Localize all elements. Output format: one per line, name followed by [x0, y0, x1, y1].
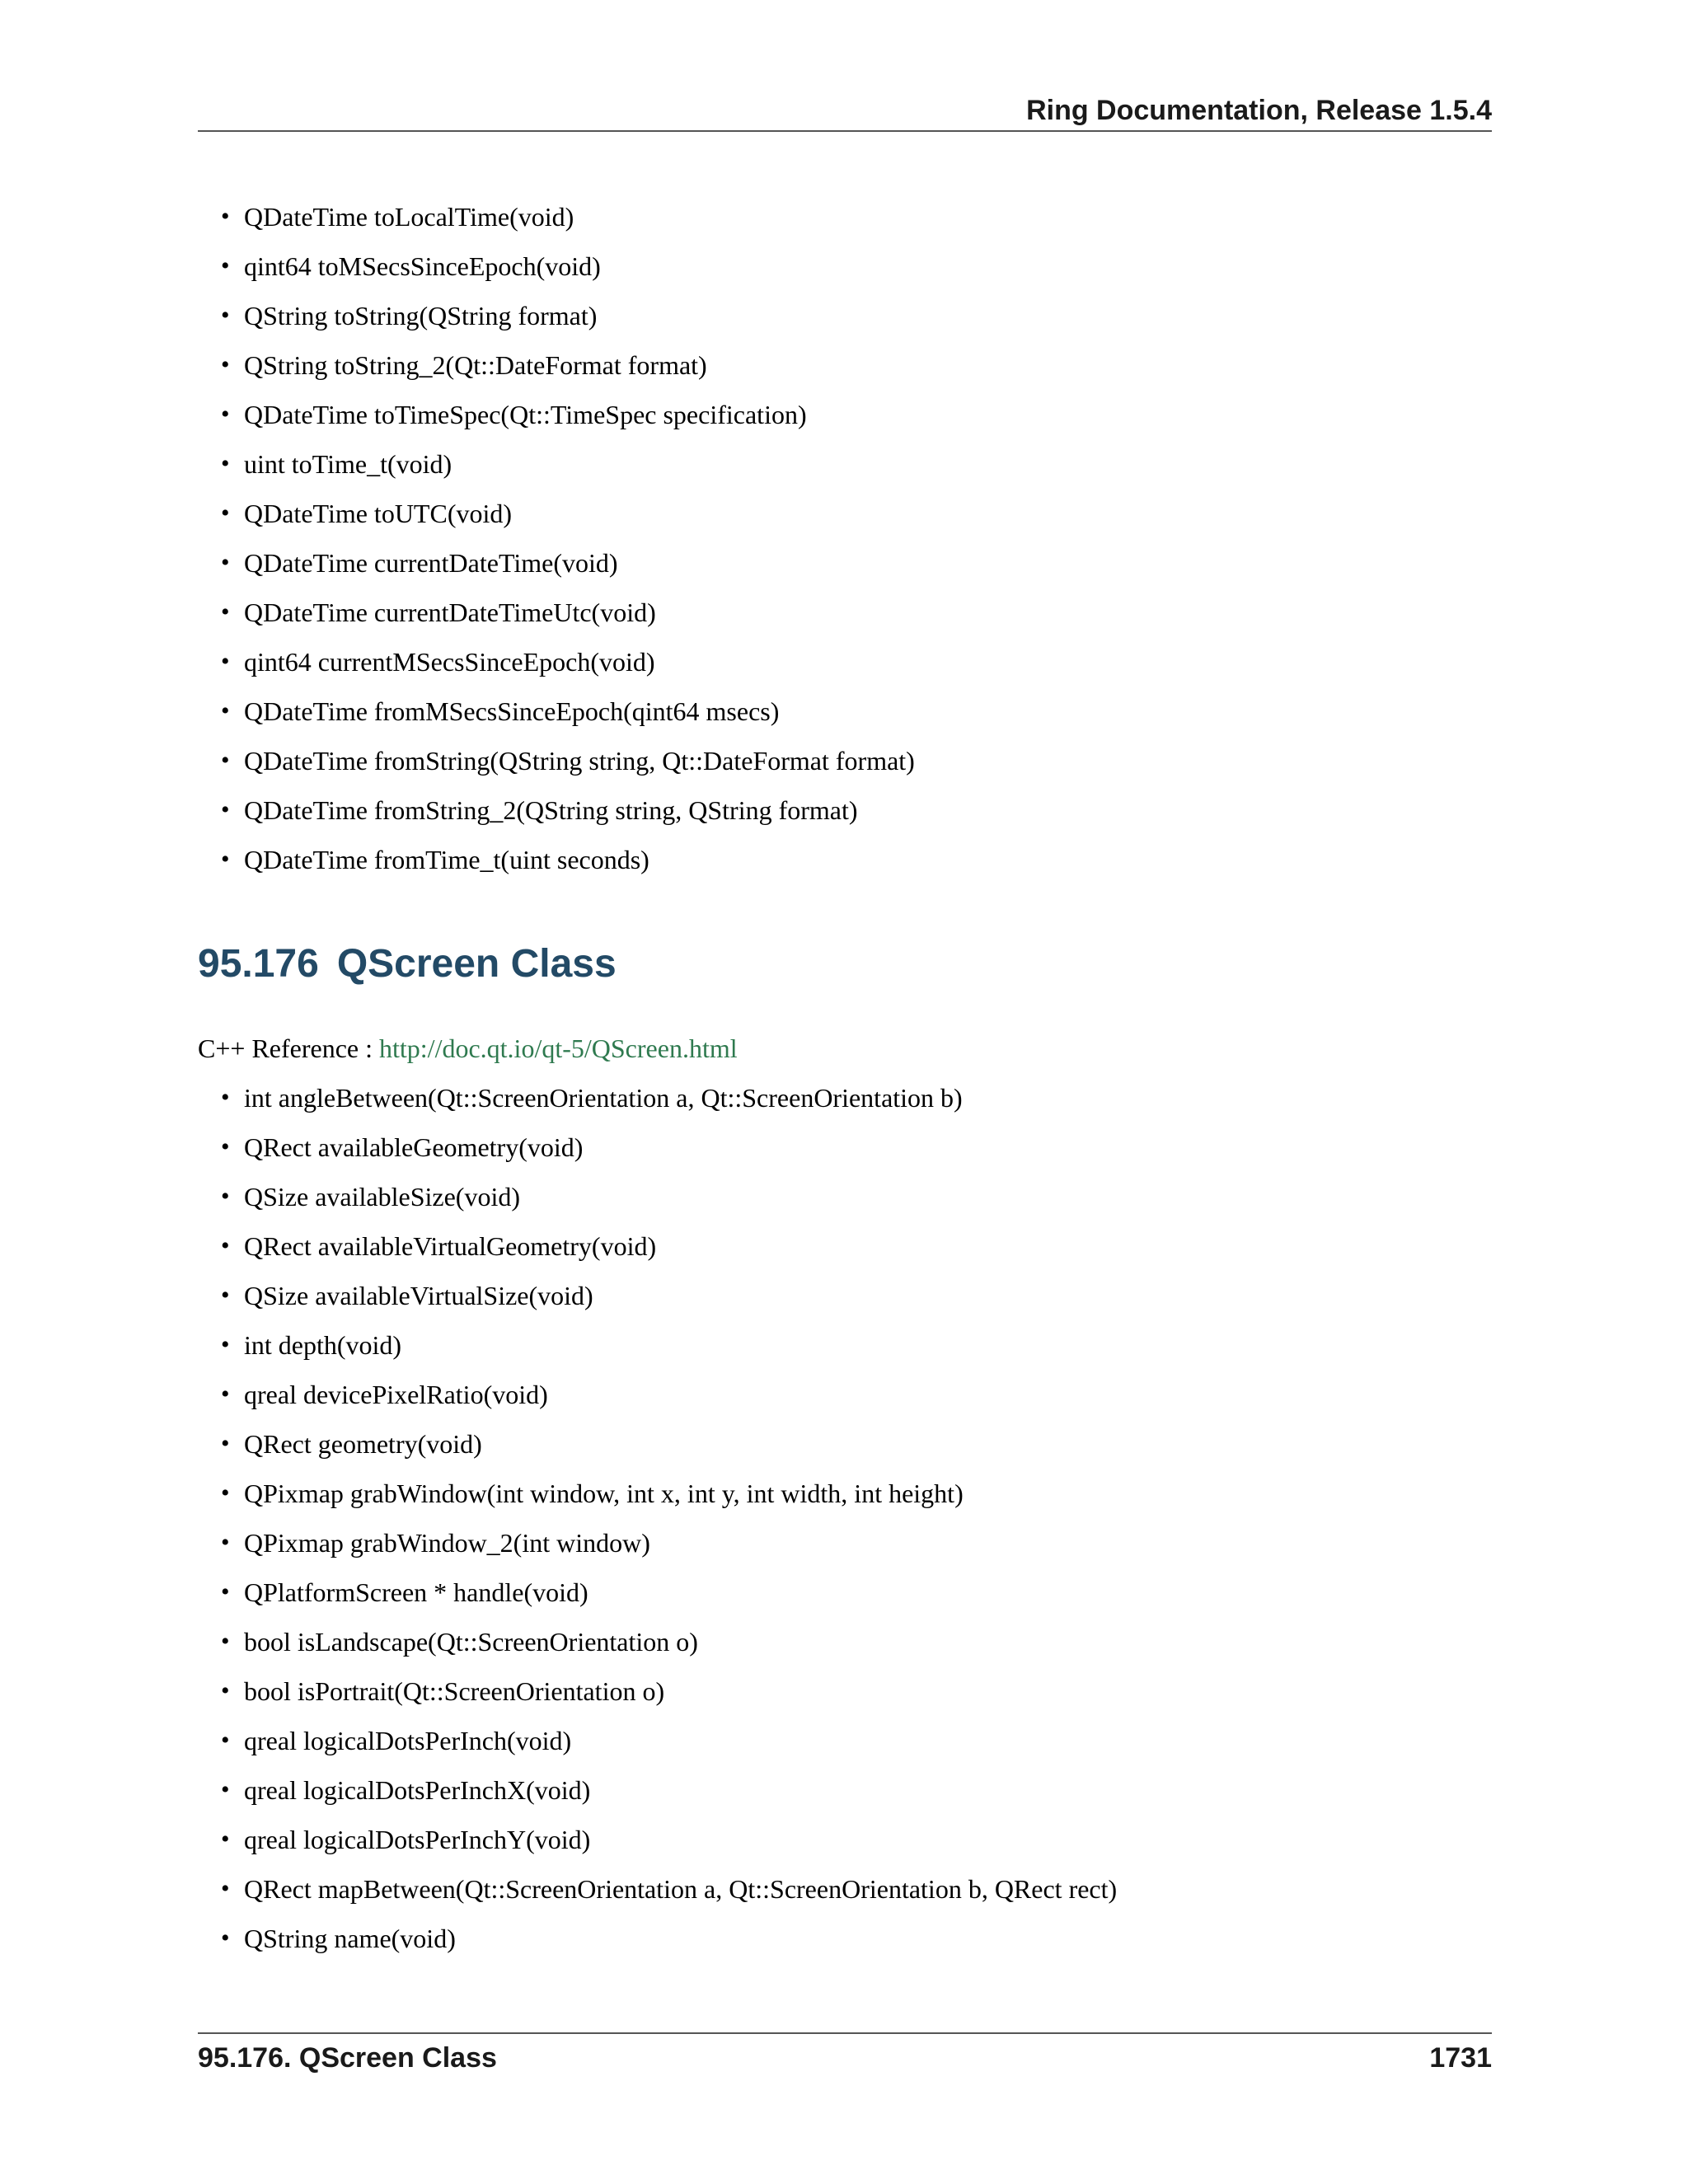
list-item — [221, 340, 915, 390]
list-item — [221, 1370, 1117, 1419]
bullet-icon: • — [221, 302, 230, 329]
bullet-icon: • — [221, 1133, 230, 1160]
reference-label: C++ Reference : — [198, 1033, 379, 1063]
method-list-qdatetime — [221, 192, 915, 884]
header-title: Ring Documentation, Release 1.5.4 — [1026, 95, 1492, 126]
bullet-icon: • — [221, 1875, 230, 1902]
bullet-icon: • — [221, 1578, 230, 1605]
list-item-text: qreal devicePixelRatio(void) — [244, 1380, 548, 1409]
list-item-text: qint64 toMSecsSinceEpoch(void) — [244, 251, 601, 281]
bullet-icon: • — [221, 1479, 230, 1507]
bullet-icon: • — [221, 499, 230, 527]
bullet-icon: • — [221, 1776, 230, 1803]
bullet-icon: • — [221, 1084, 230, 1111]
list-item — [221, 1419, 1117, 1469]
document-page — [198, 0, 1492, 2184]
bullet-icon: • — [221, 1282, 230, 1309]
list-item-text: QString toString(QString format) — [244, 301, 598, 330]
list-item — [221, 241, 915, 291]
list-item-text: QPlatformScreen * handle(void) — [244, 1577, 588, 1607]
section-title: QScreen Class — [336, 942, 617, 986]
list-item — [221, 1320, 1117, 1370]
list-item-text: int angleBetween(Qt::ScreenOrientation a, Qt::ScreenOrientation b) — [244, 1083, 963, 1113]
list-item — [221, 1864, 1118, 1914]
list-item — [221, 1271, 1117, 1320]
list-item-text: QDateTime fromString(QString string, Qt::DateFormat format) — [244, 746, 915, 776]
bullet-icon: • — [221, 846, 230, 873]
bullet-icon: • — [221, 401, 230, 428]
list-item — [221, 1666, 1117, 1716]
list-item-text: QDateTime fromTime_t(uint seconds) — [244, 845, 649, 874]
footer-page-number: 1731 — [1429, 2042, 1492, 2074]
bullet-icon: • — [221, 648, 230, 675]
list-item-text: QDateTime toUTC(void) — [244, 499, 513, 528]
list-item — [221, 588, 915, 637]
list-item-text: QRect availableGeometry(void) — [244, 1132, 584, 1162]
list-item — [221, 489, 915, 538]
list-item — [221, 1716, 1117, 1765]
bullet-icon: • — [221, 1331, 230, 1358]
list-item — [221, 785, 915, 835]
list-item-text: QDateTime fromString_2(QString string, QString format) — [244, 795, 858, 825]
bullet-icon: • — [221, 598, 230, 626]
list-item-text: QRect availableVirtualGeometry(void) — [244, 1231, 657, 1261]
bullet-icon: • — [221, 1677, 230, 1704]
list-item — [221, 291, 915, 340]
list-item — [221, 1815, 1117, 1864]
list-item-text: QPixmap grabWindow_2(int window) — [244, 1528, 650, 1558]
list-item-text: QDateTime fromMSecsSinceEpoch(qint64 msecs) — [244, 696, 780, 726]
list-item-text: qreal logicalDotsPerInchY(void) — [244, 1825, 591, 1854]
reference-link[interactable]: http://doc.qt.io/qt-5/QScreen.html — [379, 1033, 738, 1063]
list-item-text: QString name(void) — [244, 1924, 456, 1953]
list-item — [221, 687, 915, 736]
bullet-icon: • — [221, 1924, 230, 1952]
bullet-icon: • — [221, 1628, 230, 1655]
list-item — [221, 1617, 1117, 1666]
footer-section-label: 95.176. QScreen Class — [198, 2042, 497, 2074]
list-item — [221, 1568, 1117, 1617]
list-item — [221, 538, 915, 588]
list-item — [221, 1518, 1117, 1568]
list-item — [221, 835, 915, 884]
list-item — [221, 1765, 1117, 1815]
bullet-icon: • — [221, 549, 230, 576]
running-footer — [198, 2032, 1492, 2082]
list-item — [221, 1172, 1117, 1221]
bullet-icon: • — [221, 351, 230, 378]
list-item-text: QDateTime toTimeSpec(Qt::TimeSpec specification) — [244, 400, 807, 429]
section-heading — [198, 935, 617, 993]
list-item — [221, 1073, 1117, 1122]
cpp-reference — [198, 1024, 738, 1073]
list-item-text: QSize availableSize(void) — [244, 1182, 520, 1212]
list-item — [221, 1122, 1117, 1172]
bullet-icon: • — [221, 697, 230, 724]
list-item — [221, 1469, 1117, 1518]
section-number: 95.176 — [198, 942, 319, 986]
bullet-icon: • — [221, 252, 230, 279]
list-item-text: qint64 currentMSecsSinceEpoch(void) — [244, 647, 655, 677]
bullet-icon: • — [221, 1727, 230, 1754]
running-header — [198, 91, 1492, 132]
list-item — [221, 1914, 1117, 1963]
list-item — [221, 192, 915, 241]
list-item-text: QSize availableVirtualSize(void) — [244, 1281, 593, 1310]
bullet-icon: • — [221, 1183, 230, 1210]
list-item-text: qreal logicalDotsPerInchX(void) — [244, 1775, 591, 1805]
bullet-icon: • — [221, 747, 230, 774]
list-item-text: int depth(void) — [244, 1330, 402, 1360]
list-item-text: qreal logicalDotsPerInch(void) — [244, 1726, 572, 1755]
list-item-text: bool isPortrait(Qt::ScreenOrientation o) — [244, 1676, 665, 1706]
list-item — [221, 1221, 1117, 1271]
list-item-text: QRect mapBetween(Qt::ScreenOrientation a, Qt::ScreenOrientation b, QRect rect) — [244, 1874, 1118, 1904]
bullet-icon: • — [221, 203, 230, 230]
bullet-icon: • — [221, 450, 230, 477]
list-item-text: uint toTime_t(void) — [244, 449, 452, 479]
list-item — [221, 736, 915, 785]
bullet-icon: • — [221, 1430, 230, 1457]
bullet-icon: • — [221, 1825, 230, 1853]
list-item-text: QDateTime currentDateTimeUtc(void) — [244, 598, 656, 627]
bullet-icon: • — [221, 1232, 230, 1259]
method-list-qscreen — [221, 1073, 1118, 1963]
bullet-icon: • — [221, 796, 230, 823]
list-item — [221, 439, 915, 489]
bullet-icon: • — [221, 1529, 230, 1556]
list-item-text: QPixmap grabWindow(int window, int x, int y, int width, int height) — [244, 1479, 964, 1508]
list-item-text: QRect geometry(void) — [244, 1429, 482, 1459]
list-item — [221, 637, 915, 687]
list-item — [221, 390, 915, 439]
list-item-text: QString toString_2(Qt::DateFormat format) — [244, 350, 707, 380]
bullet-icon: • — [221, 1380, 230, 1408]
list-item-text: QDateTime toLocalTime(void) — [244, 202, 574, 232]
list-item-text: bool isLandscape(Qt::ScreenOrientation o) — [244, 1627, 698, 1657]
list-item-text: QDateTime currentDateTime(void) — [244, 548, 618, 578]
